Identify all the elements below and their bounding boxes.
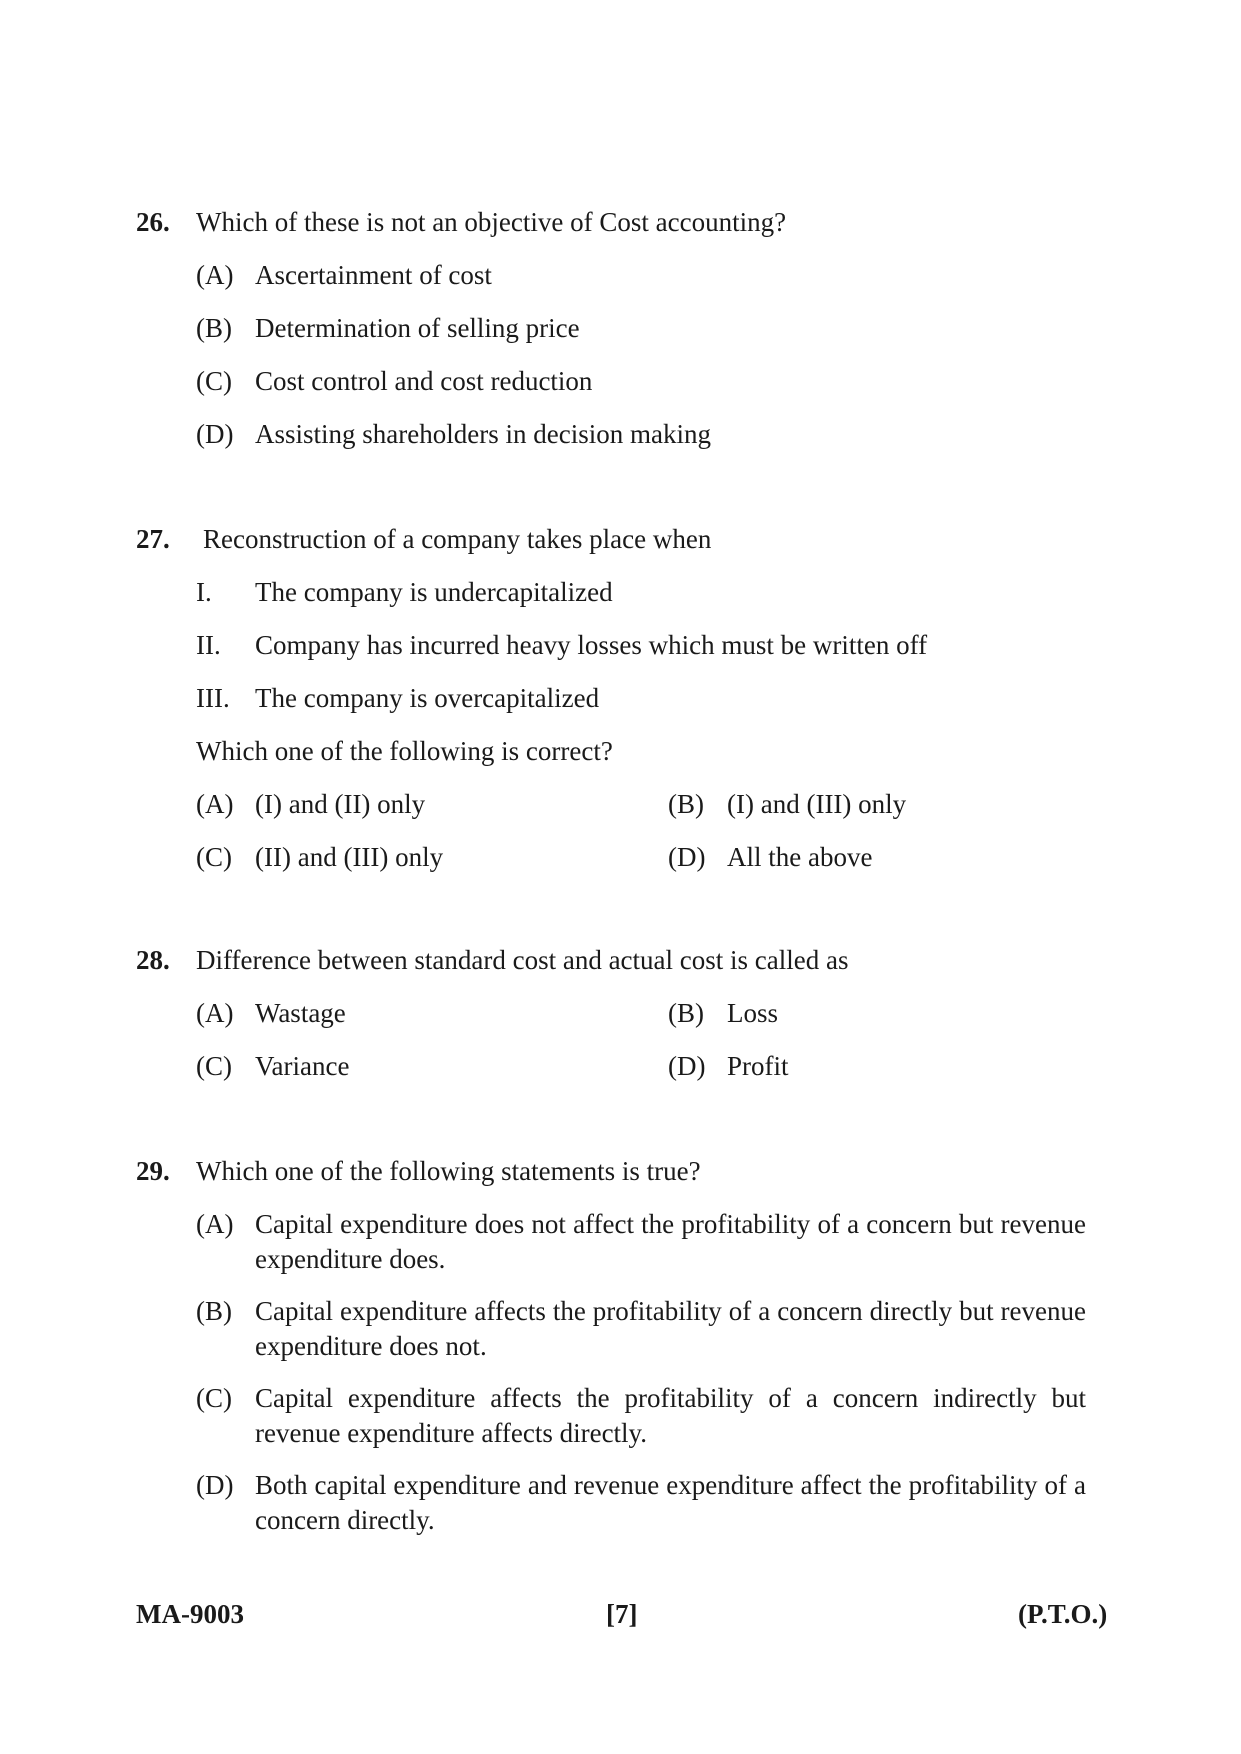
footer-pto: (P.T.O.) — [1018, 1599, 1108, 1629]
question-number: 27. — [136, 524, 170, 554]
statement-iii — [196, 681, 1086, 734]
option-d — [196, 1468, 1086, 1538]
statement-ii — [196, 628, 1086, 681]
option-c — [196, 364, 1086, 417]
footer-page-number: [7] — [606, 1599, 638, 1629]
statement-text: The company is overcapitalized — [255, 683, 600, 713]
statement-text: The company is undercapitalized — [255, 577, 613, 607]
question-text: Which one of the following statements is true? — [196, 1156, 701, 1186]
question-number: 26. — [136, 207, 170, 237]
option-d — [668, 840, 1140, 893]
option-text: Determination of selling price — [255, 313, 580, 343]
option-label: (D) — [196, 1470, 234, 1500]
option-c — [196, 840, 668, 893]
option-label: (A) — [196, 260, 234, 290]
question-28 — [136, 943, 1086, 1102]
options-grid — [196, 787, 1086, 893]
option-label: (A) — [196, 1209, 234, 1239]
question-number: 28. — [136, 945, 170, 975]
option-a — [196, 787, 668, 840]
question-26 — [136, 205, 1086, 470]
footer-code: MA-9003 — [136, 1599, 244, 1629]
question-text: Difference between standard cost and actual cost is called as — [196, 945, 849, 975]
question-text: Reconstruction of a company takes place when — [203, 524, 712, 554]
option-label: (C) — [196, 1051, 232, 1081]
option-c — [196, 1049, 668, 1102]
question-27 — [136, 522, 1086, 893]
option-label: (B) — [196, 313, 232, 343]
option-text: Capital expenditure affects the profitability of a concern indirectly but revenue expenditure affects directly. — [255, 1383, 1086, 1448]
question-29 — [136, 1154, 1086, 1555]
statement-label: III. — [196, 683, 230, 713]
statement-label: II. — [196, 630, 221, 660]
option-text: (II) and (III) only — [255, 842, 444, 872]
option-b — [196, 1294, 1086, 1364]
option-text: (I) and (II) only — [255, 789, 426, 819]
option-label: (C) — [196, 366, 232, 396]
option-label: (B) — [668, 998, 704, 1028]
option-text: Variance — [255, 1051, 350, 1081]
statement-i — [196, 575, 1086, 628]
question-28-stem — [136, 943, 1086, 996]
option-text: Both capital expenditure and revenue expenditure affect the profitability of a concern directly. — [255, 1470, 1086, 1535]
statement-label: I. — [196, 577, 212, 607]
option-d — [196, 417, 1086, 470]
option-text: Cost control and cost reduction — [255, 366, 593, 396]
question-27-stem — [136, 522, 1086, 575]
option-text: Assisting shareholders in decision making — [255, 419, 711, 449]
option-text: Wastage — [255, 998, 346, 1028]
option-label: (D) — [668, 842, 706, 872]
option-text: Capital expenditure affects the profitability of a concern directly but revenue expenditure does not. — [255, 1296, 1086, 1361]
option-label: (A) — [196, 789, 234, 819]
option-label: (A) — [196, 998, 234, 1028]
option-label: (C) — [196, 842, 232, 872]
option-label: (B) — [668, 789, 704, 819]
question-29-stem — [136, 1154, 1086, 1207]
option-label: (C) — [196, 1383, 232, 1413]
option-b — [668, 787, 1140, 840]
option-label: (B) — [196, 1296, 232, 1326]
option-text: (I) and (III) only — [727, 789, 907, 819]
options-grid — [196, 996, 1086, 1102]
statement-text: Company has incurred heavy losses which must be written off — [255, 630, 928, 660]
option-label: (D) — [668, 1051, 706, 1081]
option-b — [668, 996, 1140, 1049]
question-26-stem — [136, 205, 1086, 258]
option-a — [196, 258, 1086, 311]
option-a — [196, 1207, 1086, 1277]
option-label: (D) — [196, 419, 234, 449]
option-b — [196, 311, 1086, 364]
option-a — [196, 996, 668, 1049]
option-text: Profit — [727, 1051, 789, 1081]
question-text: Which of these is not an objective of Cost accounting? — [196, 207, 787, 237]
question-number: 29. — [136, 1156, 170, 1186]
option-text: All the above — [727, 842, 873, 872]
option-text: Loss — [727, 998, 779, 1028]
option-d — [668, 1049, 1140, 1102]
question-prompt: Which one of the following is correct? — [196, 736, 613, 766]
option-text: Ascertainment of cost — [255, 260, 492, 290]
option-text: Capital expenditure does not affect the profitability of a concern but revenue expenditure does. — [255, 1209, 1086, 1274]
option-c — [196, 1381, 1086, 1451]
